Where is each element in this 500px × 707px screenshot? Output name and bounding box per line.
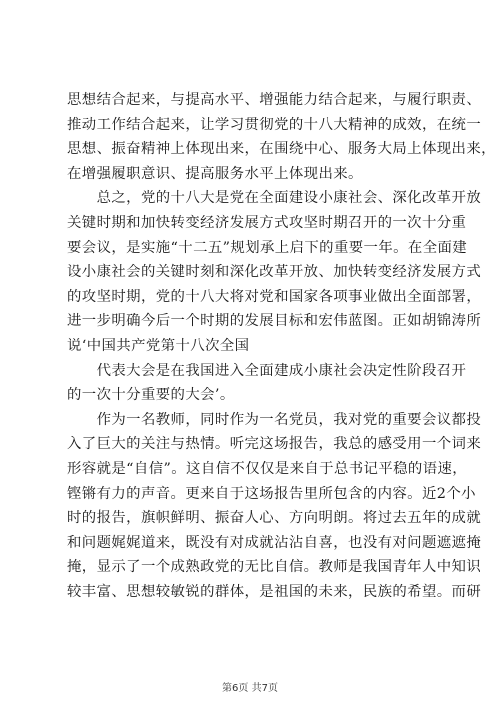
paragraph: [67, 408, 482, 605]
text-line: 铿锵有力的声音。更来自于这场报告里所包含的内容。近2个小: [67, 485, 476, 502]
text-line: 较丰富、思想较敏锐的群体，是祖国的未来，民族的希望。而研: [67, 583, 482, 600]
text-line: 思想、振奋精神上体现出来，在围绕中心、服务大局上体现出来，: [67, 141, 496, 158]
text-line: 总之，党的十八大是党在全面建设小康社会、深化改革开放: [67, 190, 482, 207]
text-line: 时的报告，旗帜鲜明、振奋人心、方向明朗。将过去五年的成就: [67, 510, 482, 527]
paragraph: [67, 186, 482, 358]
text-line: 代表大会是在我国进入全面建成小康社会决定性阶段召开: [67, 362, 467, 379]
paragraph: [67, 88, 496, 186]
paragraph: [67, 359, 467, 408]
text-line: 入了巨大的关注与热情。听完这场报告，我总的感受用一个词来: [67, 436, 482, 453]
text-line: 设小康社会的关键时刻和深化改革开放、加快转变经济发展方式: [67, 264, 482, 281]
text-line: 推动工作结合起来，让学习贯彻党的十八大精神的成效，在统一: [67, 116, 482, 133]
text-line: 思想结合起来，与提高水平、增强能力结合起来，与履行职责、: [67, 92, 482, 108]
text-line: 作为一名教师，同时作为一名党员，我对党的重要会议都投: [67, 411, 482, 428]
text-line: 的一次十分重要的大会’。: [67, 387, 235, 404]
text-line: 掩，显示了一个成熟政党的无比自信。教师是我国青年人中知识: [67, 559, 482, 576]
text-line: 在增强履职意识、提高服务水平上体现出来。: [67, 165, 363, 182]
text-line: 说‘中国共产党第十八次全国: [67, 337, 250, 354]
document-body: [67, 88, 496, 604]
text-line: 关键时期和加快转变经济发展方式攻坚时期召开的一次十分重: [67, 214, 467, 231]
text-line: 形容就是“自信”。这自信不仅仅是来自于总书记平稳的语速，: [67, 460, 468, 477]
text-line: 进一步明确今后一个时期的发展目标和宏伟蓝图。正如胡锦涛所: [67, 313, 482, 330]
text-line: 的攻坚时期，党的十八大将对党和国家各项事业做出全面部署，: [67, 288, 482, 305]
text-line: 和问题娓娓道来，既没有对成就沾沾自喜，也没有对问题遮遮掩: [67, 534, 482, 551]
page-footer: 第6页 共7页: [222, 683, 278, 694]
text-line: 要会议，是实施“十二五”规划承上启下的重要一年。在全面建: [67, 239, 468, 256]
